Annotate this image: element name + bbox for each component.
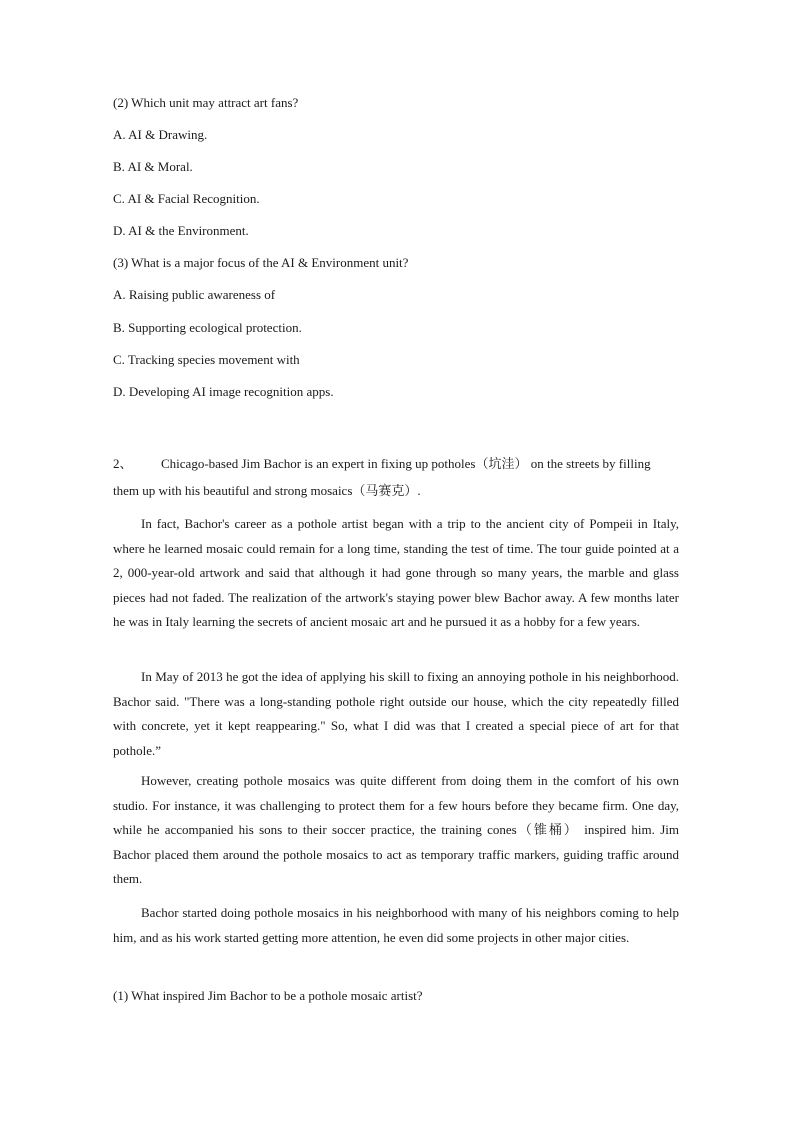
q3-option-b: B. Supporting ecological protection. <box>113 320 302 335</box>
q2-option-d: D. AI & the Environment. <box>113 223 249 238</box>
question-2: (2) Which unit may attract art fans? <box>113 95 299 110</box>
q2-option-b: B. AI & Moral. <box>113 159 193 174</box>
passage-intro-text: Chicago-based Jim Bachor is an expert in fixing up potholes（坑洼） on the streets by filling them up with his beautiful and strong mosaics（马赛克）. <box>113 456 651 498</box>
question-3: (3) What is a major focus of the AI & Environment unit? <box>113 255 409 270</box>
q2-option-c: C. AI & Facial Recognition. <box>113 191 260 206</box>
passage-paragraph-4: Bachor started doing pothole mosaics in his neighborhood with many of his neighbors coming to help him, and as his work started getting more attention, he even did some projects in other major cities. <box>113 905 679 945</box>
passage-number: 2、 <box>113 456 133 471</box>
q2-option-a: A. AI & Drawing. <box>113 127 208 142</box>
passage-paragraph-1: In fact, Bachor's career as a pothole artist began with a trip to the ancient city of Pompeii in Italy, where he learned mosaic could remain for a long time, standing the test of time. The tour guide pointed at a 2, 000-year-old artwork and said that although it had gone through so many years, the marble and glass pieces had not faded. The realization of the artwork's staying power blew Bachor away. A few months later he was in Italy learning the secrets of ancient mosaic art and he pursued it as a hobby for a few years. <box>113 516 679 629</box>
passage-question-1: (1) What inspired Jim Bachor to be a pothole mosaic artist? <box>113 988 423 1003</box>
passage-paragraph-2: In May of 2013 he got the idea of applying his skill to fixing an annoying pothole in his neighborhood. Bachor said. "There was a long-standing pothole right outside our house, which the city repeatedly filled with concrete, yet it kept reappearing." So, what I did was that I created a special piece of art for that pothole.” <box>113 669 679 758</box>
q3-option-d: D. Developing AI image recognition apps. <box>113 384 334 399</box>
passage-intro <box>113 450 679 504</box>
q3-option-c: C. Tracking species movement with <box>113 352 300 367</box>
q3-option-a: A. Raising public awareness of <box>113 287 276 302</box>
passage-paragraph-3: However, creating pothole mosaics was quite different from doing them in the comfort of his own studio. For instance, it was challenging to protect them for a few hours before they became firm. One day, while he accompanied his sons to their soccer practice, the training cones（锥桶） inspired him. Jim Bachor placed them around the pothole mosaics to act as temporary traffic markers, guiding traffic around them. <box>113 773 679 886</box>
